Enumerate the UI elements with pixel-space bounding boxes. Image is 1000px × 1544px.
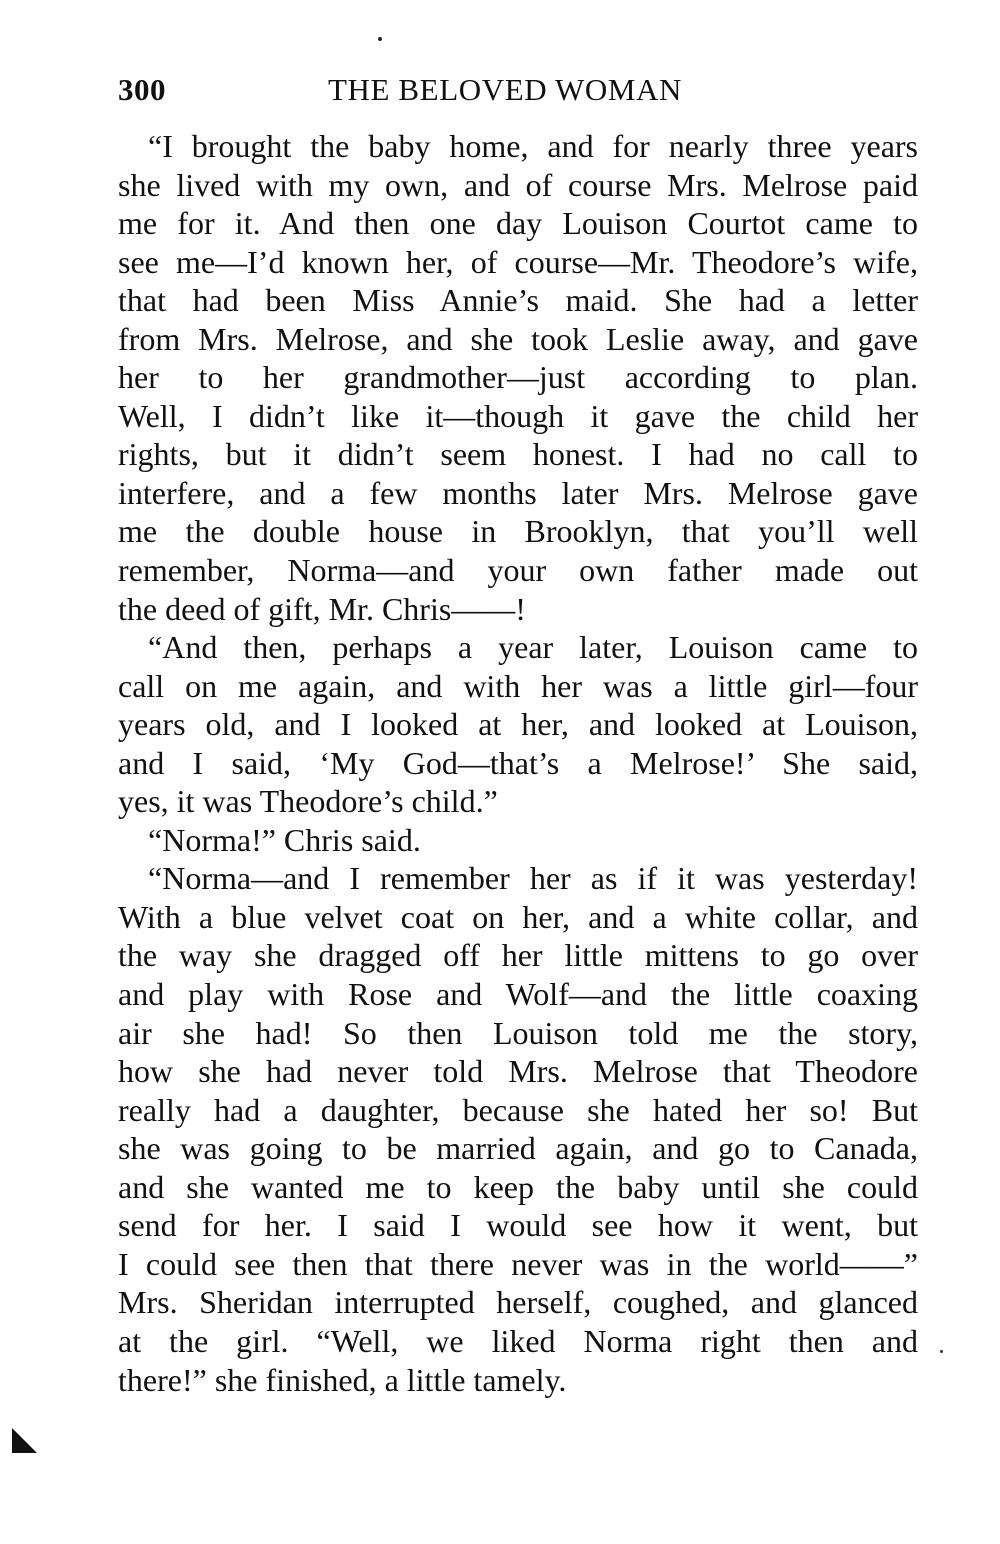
body-text [118,127,918,1399]
text-line: me the double house in Brooklyn, that you’ll well [118,513,918,550]
page-number: 300 [118,72,166,107]
text-line: that had been Miss Annie’s maid. She had a letter [118,282,918,319]
text-line: see me—I’d known her, of course—Mr. Theodore’s wife, [118,243,918,280]
text-line: send for her. I said I would see how it went, but [118,1207,918,1244]
text-line: With a blue velvet coat on her, and a white collar, and [118,898,918,935]
text-line: and I said, ‘My God—that’s a Melrose!’ She said, [118,744,918,781]
text-line: remember, Norma—and your own father made out [118,552,918,589]
print-speck [940,1350,943,1353]
text-line: from Mrs. Melrose, and she took Leslie away, and gave [118,320,918,357]
text-line: and she wanted me to keep the baby until she could [118,1168,918,1205]
text-line: rights, but it didn’t seem honest. I had no call to [118,436,918,473]
text-line: “I brought the baby home, and for nearly three years [148,128,918,164]
text-line: “And then, perhaps a year later, Louison came to [148,629,918,666]
text-line: yes, it was Theodore’s child.” [118,783,498,820]
text-line: Well, I didn’t like it—though it gave the child her [118,397,918,434]
text-line: how she had never told Mrs. Melrose that Theodore [118,1053,918,1090]
text-line: years old, and I looked at her, and looked at Louison, [118,706,918,743]
text-line: really had a daughter, because she hated her so! But [118,1091,918,1128]
page-header [118,68,718,112]
text-line: the deed of gift, Mr. Chris——! [118,590,526,627]
running-title: THE BELOVED WOMAN [328,72,683,107]
text-line: call on me again, and with her was a little girl—four [118,667,918,704]
page-corner-mark-icon [10,1426,40,1456]
text-line: she lived with my own, and of course Mrs. Melrose paid [118,166,918,203]
text-line: air she had! So then Louison told me the story, [118,1014,918,1051]
text-line: I could see then that there never was in the world——” [118,1245,918,1282]
text-line: “Norma—and I remember her as if it was yesterday! [148,860,918,897]
text-line: at the girl. “Well, we liked Norma right then and [118,1322,918,1359]
text-line: interfere, and a few months later Mrs. Melrose gave [118,474,918,511]
text-line: the way she dragged off her little mittens to go over [118,937,918,974]
text-line: she was going to be married again, and go to Canada, [118,1130,918,1167]
text-line: and play with Rose and Wolf—and the little coaxing [118,976,918,1013]
print-speck [378,37,382,41]
text-line: “Norma!” Chris said. [148,821,421,858]
text-line: Mrs. Sheridan interrupted herself, coughed, and glanced [118,1284,918,1321]
text-line: there!” she finished, a little tamely. [118,1361,567,1398]
text-line: her to her grandmother—just according to plan. [118,359,918,396]
text-line: me for it. And then one day Louison Courtot came to [118,205,918,242]
